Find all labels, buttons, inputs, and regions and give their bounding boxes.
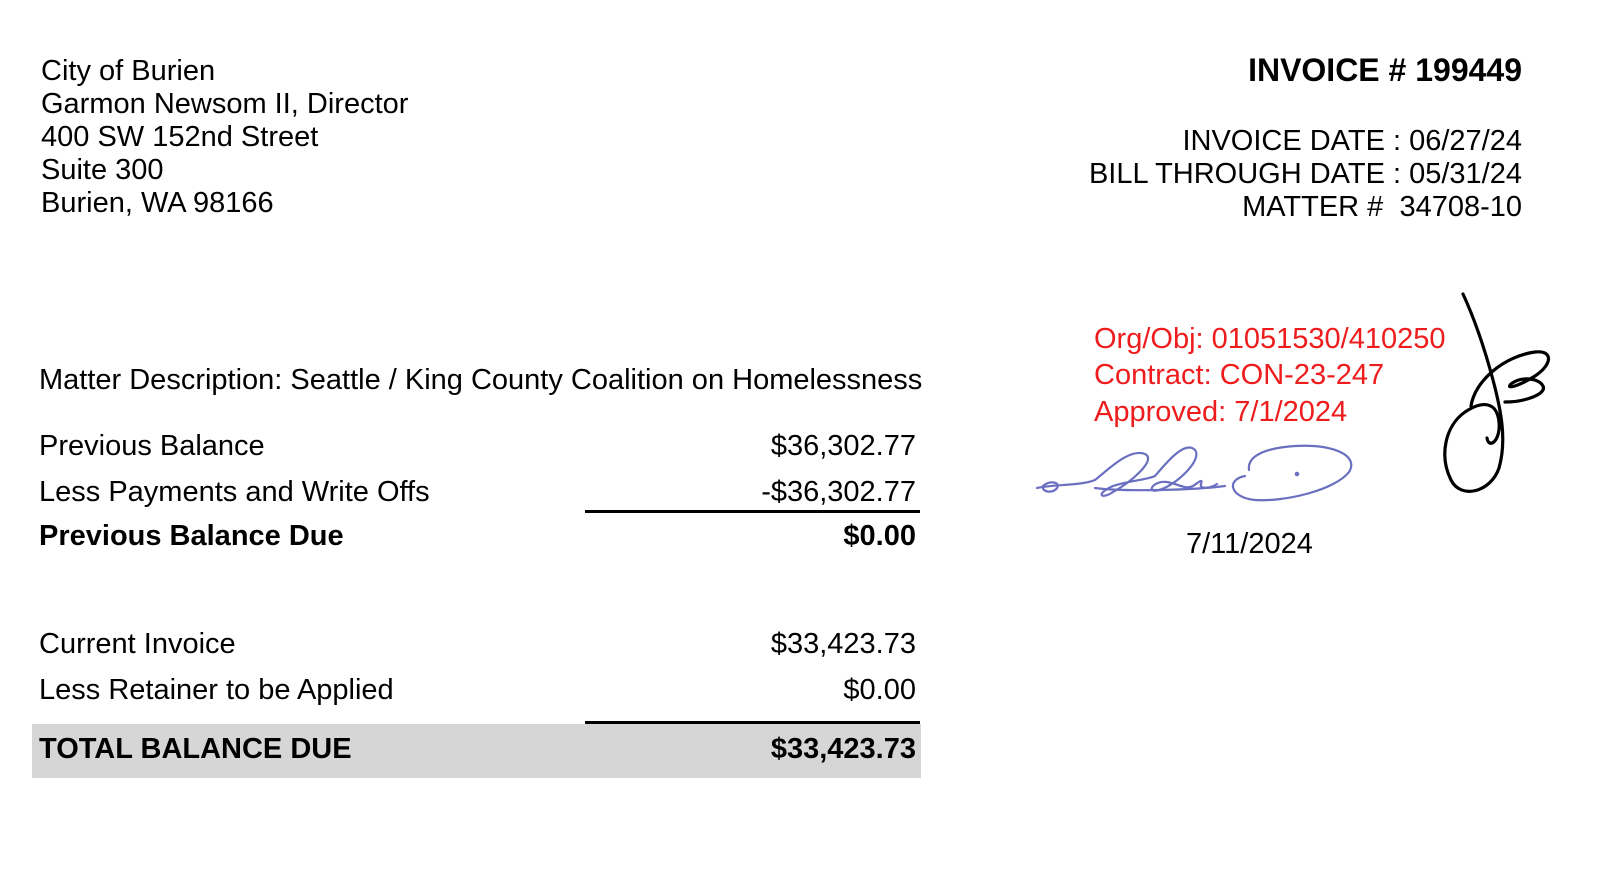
blue-signature-icon	[1035, 440, 1355, 510]
retainer-label: Less Retainer to be Applied	[39, 674, 394, 706]
invoice-date-value: 06/27/24	[1409, 125, 1522, 157]
bill-through-label: BILL THROUGH DATE	[1088, 158, 1385, 190]
bill-through-row: BILL THROUGH DATE : 05/31/24	[1088, 158, 1522, 190]
invoice-title: INVOICE # 199449	[1248, 52, 1522, 88]
matter-description: Matter Description: Seattle / King County Coalition on Homelessness	[39, 364, 923, 396]
total-balance-value: $33,423.73	[770, 733, 916, 765]
invoice-date-row: INVOICE DATE : 06/27/24	[1182, 125, 1522, 157]
previous-due-value: $0.00	[843, 520, 916, 552]
previous-balance-label: Previous Balance	[39, 430, 265, 462]
previous-balance-value: $36,302.77	[770, 430, 916, 462]
total-balance-label: TOTAL BALANCE DUE	[39, 733, 352, 765]
address-line-recipient: City of Burien	[41, 55, 216, 87]
current-invoice-value: $33,423.73	[770, 628, 916, 660]
payments-label: Less Payments and Write Offs	[39, 476, 430, 508]
previous-due-label: Previous Balance Due	[39, 520, 344, 552]
signature-date: 7/11/2024	[1186, 528, 1313, 560]
stamp-org-obj: Org/Obj: 01051530/410250	[1094, 323, 1446, 355]
stamp-contract: Contract: CON-23-247	[1094, 359, 1385, 391]
retainer-value: $0.00	[843, 674, 916, 706]
address-line-city: Burien, WA 98166	[41, 187, 274, 219]
matter-number-label: MATTER #	[1242, 191, 1384, 223]
total-divider	[585, 721, 920, 724]
payments-value: -$36,302.77	[761, 476, 916, 508]
matter-number-row	[1242, 190, 1522, 224]
stamp-approved: Approved: 7/1/2024	[1094, 396, 1348, 428]
black-initials-icon	[1435, 290, 1555, 510]
matter-number-value: 34708-10	[1399, 191, 1522, 223]
address-line-suite: Suite 300	[41, 154, 164, 186]
bill-through-value: 05/31/24	[1409, 158, 1522, 190]
invoice-date-label: INVOICE DATE	[1182, 125, 1385, 157]
current-invoice-label: Current Invoice	[39, 628, 236, 660]
subtotal-divider	[585, 510, 920, 513]
address-line-attention: Garmon Newsom II, Director	[41, 88, 409, 120]
address-line-street: 400 SW 152nd Street	[41, 121, 319, 153]
